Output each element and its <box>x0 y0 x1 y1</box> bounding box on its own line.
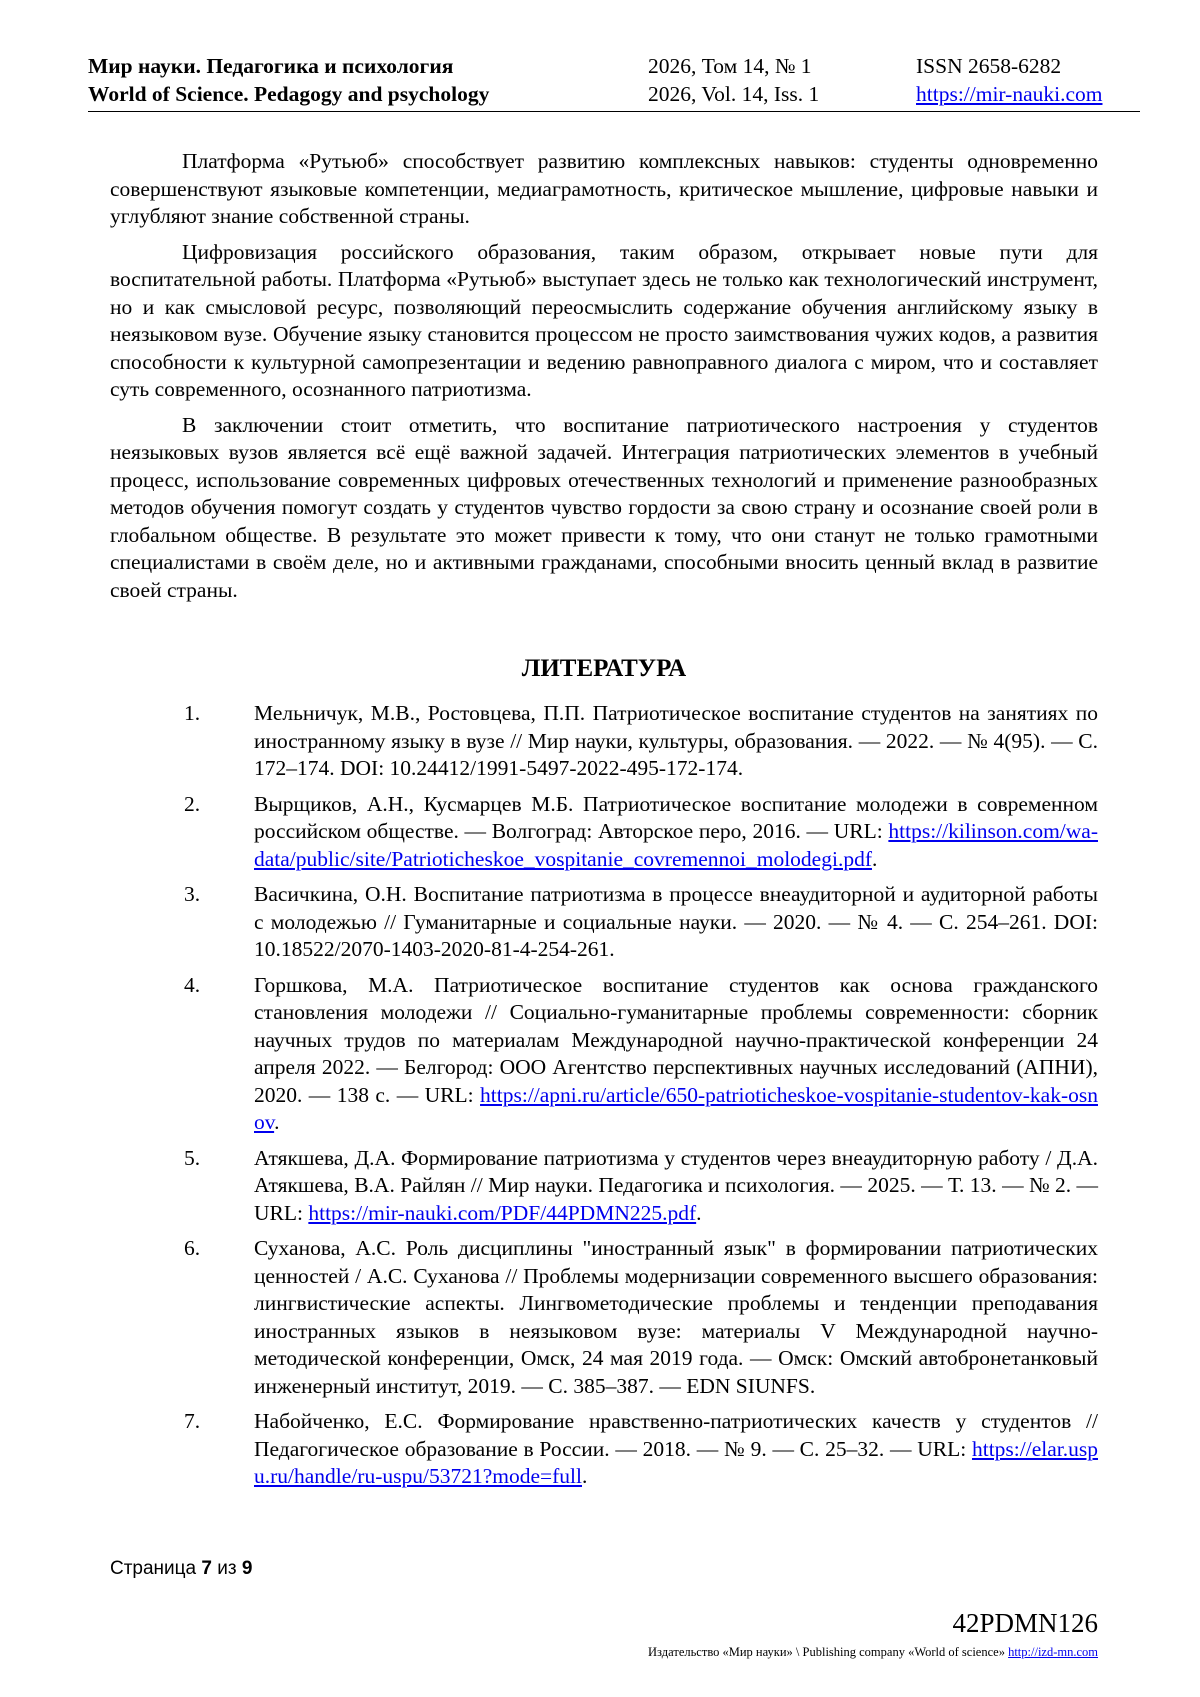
reference-number: 4. <box>184 972 201 997</box>
journal-title-ru: Мир науки. Педагогика и психология <box>88 54 454 78</box>
paragraph: Цифровизация российского образования, таким образом, открывает новые пути для воспитательной работы. Платформа «Рутьюб» выступает здесь не только как технологический инструмент, но и как смысловой ресурс, позволяющий переосмыслить содержание обучения английскому языку в неязыковом вузе. Обучение языку становится процессом не просто заимствования чужих кодов, а развития способности к культурной самопрезентации и ведению равноправного диалога с миром, что и составляет суть современного, осознанного патриотизма. <box>110 239 1098 401</box>
journal-url-link[interactable]: https://mir-nauki.com <box>916 82 1103 106</box>
article-code: 42PDMN126 <box>952 1608 1098 1638</box>
reference-text: Атякшева, Д.А. Формирование патриотизма у студентов через внеаудиторную работу / Д.А. Атякшева, В.А. Райлян // Мир науки. Педагогика и психология. — 2025. — Т. 13. — № 2. — URL: <box>254 1145 1098 1225</box>
reference-item <box>110 1235 1098 1400</box>
page-separator: из <box>211 1558 242 1579</box>
reference-text: Набойченко, Е.С. Формирование нравственно-патриотических качеств у студентов // Педагогическое образование в России. — 2018. — № 9. — С. 25–32. — URL: <box>254 1409 1098 1461</box>
paragraph: Платформа «Рутьюб» способствует развитию комплексных навыков: студенты одновременно совершенствуют языковые компетенции, медиаграмотность, критическое мышление, цифровые навыки и углубляют знание собственной страны. <box>110 149 1098 228</box>
reference-number: 1. <box>184 701 201 725</box>
reference-item <box>110 700 1098 783</box>
paragraph: В заключении стоит отметить, что воспитание патриотического настроения у студентов неязыковых вузов является всё ещё важной задачей. Интеграция патриотических элементов в учебный процесс, использование современных цифровых отечественных технологий и применение разнообразных методов обучения помогут создать у студентов чувство гордости за свою страну и осознание своей роли в глобальном обществе. В результате это может привести к тому, что они станут не только грамотными специалистами в своём деле, но и активными гражданами, способными вносить ценный вклад в развитие своей страны. <box>110 412 1098 602</box>
reference-number: 6. <box>184 1236 201 1260</box>
publisher-line <box>648 1645 1098 1660</box>
reference-text: Вырщиков, А.Н., Кусмарцев М.Б. Патриотическое воспитание молодежи в современном российском обществе. — Волгоград: Авторское перо, 2016. — URL: <box>254 791 1098 843</box>
issue-en: 2026, Vol. 14, Iss. 1 <box>648 82 820 106</box>
reference-number: 3. <box>184 882 201 906</box>
reference-text: Васичкина, О.Н. Воспитание патриотизма в процессе внеаудиторной и аудиторной работы с молодежью // Гуманитарные и социальные науки. — 2020. — № 4. — С. 254–261. DOI: 10.18522/2070-1403-2020-81-4-254-261. <box>254 882 1098 961</box>
reference-item <box>110 791 1098 874</box>
reference-item <box>110 1408 1098 1491</box>
reference-text: Суханова, А.С. Роль дисциплины "иностранный язык" в формировании патриотических ценностей / А.С. Суханова // Проблемы модернизации современного высшего образования: лингвистические аспекты. Лингвометодические проблемы и тенденции преподавания иностранных языков в неязыковом вузе: материалы V Международной научно-методической конференции, Омск, 24 мая 2019 года. — Омск: Омский автобронетанковый инженерный институт, 2019. — С. 385–387. — EDN SIUNFS. <box>254 1236 1098 1398</box>
reference-text: Мельничук, М.В., Ростовцева, П.П. Патриотическое воспитание студентов на занятиях по иностранному языку в вузе // Мир науки, культуры, образования. — 2022. — № 4(95). — С. 172–174. DOI: 10.24412/1991-5497-2022-495-172-174. <box>254 701 1098 780</box>
reference-link[interactable]: https://apni.ru/article/650-patrioticheskoe-vospitanie-studentov-kak-osnov <box>254 1082 1098 1134</box>
reference-link[interactable]: https://mir-nauki.com/PDF/44PDMN225.pdf <box>308 1200 697 1225</box>
reference-item <box>110 881 1098 964</box>
reference-end: . <box>871 846 878 871</box>
article-body <box>110 148 1098 612</box>
reference-text: Горшкова, М.А. Патриотическое воспитание студентов как основа гражданского становления молодежи // Социально-гуманитарные проблемы современности: сборник научных трудов по материалам Международной научно-практической конференции 24 апреля 2022. — Белгород: ООО Агентство перспективных научных исследований (АПНИ), 2020. — 138 с. — URL: <box>254 972 1098 1107</box>
page-prefix: Страница <box>110 1558 202 1579</box>
reference-item <box>110 972 1098 1137</box>
page-current: 7 <box>201 1558 212 1579</box>
page-counter <box>110 1558 252 1580</box>
reference-link[interactable]: https://kilinson.com/wa-data/public/site/Patrioticheskoe_vospitanie_covremennoi_molodegi.pdf <box>254 819 1098 871</box>
issn: ISSN 2658-6282 <box>916 54 1062 78</box>
reference-number: 2. <box>184 791 201 816</box>
page-header <box>88 50 1140 112</box>
literature-heading: ЛИТЕРАТУРА <box>521 655 687 682</box>
publisher-link[interactable]: http://izd-mn.com <box>1008 1645 1098 1659</box>
journal-title-en: World of Science. Pedagogy and psychology <box>88 82 490 106</box>
reference-end: . <box>696 1200 702 1225</box>
reference-link[interactable]: https://elar.uspu.ru/handle/ru-uspu/53721?mode=full <box>254 1436 1098 1488</box>
page-total: 9 <box>241 1558 253 1579</box>
reference-number: 7. <box>184 1409 201 1433</box>
issue-ru: 2026, Том 14, № 1 <box>648 54 812 78</box>
reference-item <box>110 1145 1098 1228</box>
header-divider <box>88 111 1140 112</box>
reference-end: . <box>274 1110 280 1134</box>
reference-end: . <box>582 1464 588 1488</box>
publisher-text: Издательство «Мир науки» \ Publishing company «World of science» <box>648 1645 1009 1659</box>
reference-list <box>110 700 1098 1499</box>
reference-number: 5. <box>184 1145 201 1170</box>
